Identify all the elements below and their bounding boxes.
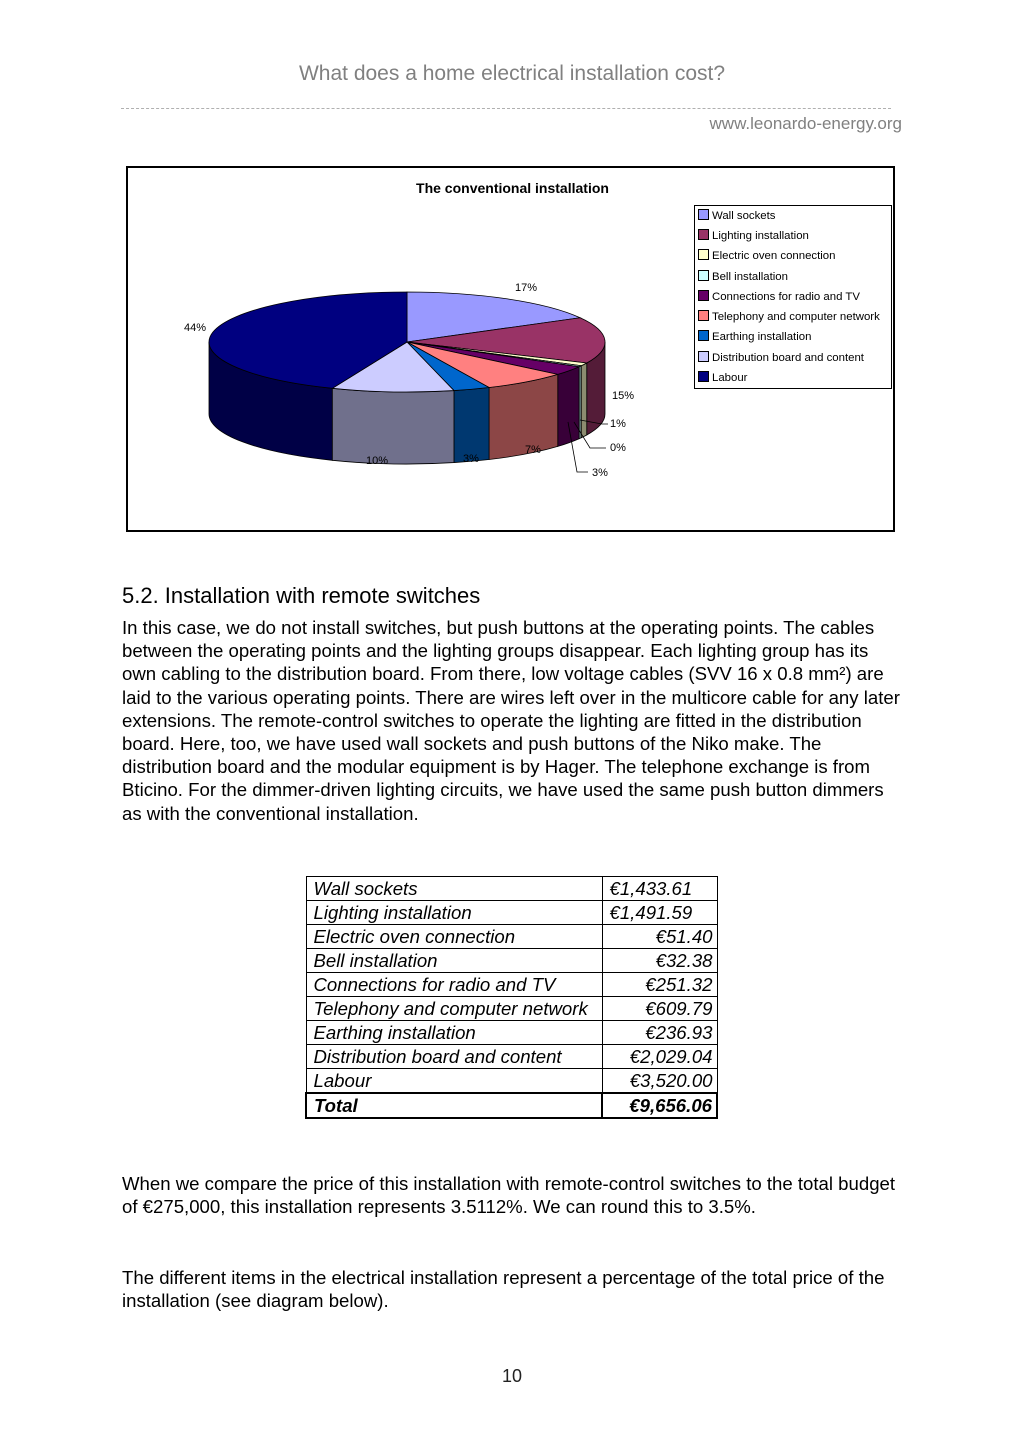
table-cell-amount: €2,029.04	[602, 1045, 717, 1069]
legend-item	[698, 207, 776, 225]
table-total-row	[306, 1093, 717, 1118]
table-cell-amount: €609.79	[602, 997, 717, 1021]
table-row	[306, 973, 717, 997]
legend-label: Telephony and computer network	[712, 311, 880, 323]
legend-item	[698, 268, 788, 286]
legend-item	[698, 288, 860, 306]
legend-label: Electric oven connection	[712, 250, 836, 262]
table-cell-amount: €1,491.59	[602, 901, 717, 925]
legend-item	[698, 227, 809, 245]
pie-data-label: 10%	[365, 455, 389, 467]
pie-slice-side	[454, 388, 489, 463]
legend-swatch	[698, 330, 709, 341]
chart-title: The conventional installation	[416, 180, 609, 196]
legend-label: Lighting installation	[712, 230, 809, 242]
section-heading: 5.2. Installation with remote switches	[122, 583, 481, 608]
table-cell-amount: €236.93	[602, 1021, 717, 1045]
legend-swatch	[698, 371, 709, 382]
legend-label: Bell installation	[712, 271, 788, 283]
table-cell-item: Lighting installation	[306, 901, 602, 925]
table-row	[306, 1069, 717, 1094]
pie-data-label: 3%	[463, 453, 479, 465]
table-cell-item: Wall sockets	[306, 877, 602, 901]
legend-label: Connections for radio and TV	[712, 291, 860, 303]
legend-swatch	[698, 209, 709, 220]
pie-slice-side	[581, 363, 587, 438]
table-cell-item: Distribution board and content	[306, 1045, 602, 1069]
table-row	[306, 949, 717, 973]
pie-data-label: 3%	[592, 467, 608, 479]
chart-legend	[694, 205, 892, 389]
document-header-title: What does a home electrical installation cost?	[298, 62, 726, 85]
legend-label: Wall sockets	[712, 210, 776, 222]
pie-data-label: 15%	[611, 390, 635, 402]
body-paragraph: The different items in the electrical installation represent a percentage of the total price of the installation (see diagram below).	[122, 1267, 885, 1312]
table-cell-amount: €51.40	[602, 925, 717, 949]
legend-swatch	[698, 351, 709, 362]
legend-label: Labour	[712, 372, 748, 384]
cost-table	[305, 876, 718, 1119]
legend-item	[698, 369, 747, 387]
legend-swatch	[698, 249, 709, 260]
legend-item	[698, 308, 880, 326]
page-number: 10	[501, 1366, 523, 1386]
table-cell-item: Telephony and computer network	[306, 997, 602, 1021]
legend-label: Distribution board and content	[712, 352, 864, 364]
legend-swatch	[698, 290, 709, 301]
pie-data-label: 17%	[514, 282, 538, 294]
table-cell-amount: €3,520.00	[602, 1069, 717, 1094]
table-row	[306, 901, 717, 925]
legend-label: Earthing installation	[712, 331, 812, 343]
pie-data-label: 44%	[183, 322, 207, 334]
legend-swatch	[698, 229, 709, 240]
table-row	[306, 1045, 717, 1069]
table-row	[306, 925, 717, 949]
legend-item	[698, 247, 835, 265]
pie-slice-side	[332, 388, 454, 464]
header-divider	[121, 108, 891, 109]
table-cell-amount: €251.32	[602, 973, 717, 997]
body-paragraph: In this case, we do not install switches, but push buttons at the operating points. The cables between the operating points and the lighting groups disappear. Each lighting group has its own cabling to the distribution board. From there, low voltage cables (SVV 16 x 0.8 mm²) are laid to the various operating points. There are wires left over in the multicore cable for any later extensions. The remote-control switches to operate the lighting are fitted in the distribution board. Here, too, we have used wall sockets and push buttons of the Niko make. The distribution board and the modular equipment is by Hager. The telephone exchange is from Bticino. For the dimmer-driven lighting circuits, we have used the same push button dimmers as with the conventional installation.	[122, 617, 900, 824]
legend-swatch	[698, 310, 709, 321]
table-cell-item: Bell installation	[306, 949, 602, 973]
legend-item	[698, 328, 811, 346]
table-cell-item: Earthing installation	[306, 1021, 602, 1045]
pie-slice-side	[489, 374, 558, 459]
pie-data-label: 1%	[610, 418, 626, 430]
table-cell-amount: €1,433.61	[602, 877, 717, 901]
table-row	[306, 1021, 717, 1045]
table-cell-amount: €32.38	[602, 949, 717, 973]
pie-data-label: 0%	[610, 442, 626, 454]
table-row	[306, 877, 717, 901]
table-cell-item: Connections for radio and TV	[306, 973, 602, 997]
legend-item	[698, 349, 864, 367]
table-total-amount: €9,656.06	[602, 1093, 717, 1118]
table-cell-item: Labour	[306, 1069, 602, 1094]
table-total-label: Total	[306, 1093, 602, 1118]
table-cell-item: Electric oven connection	[306, 925, 602, 949]
table-row	[306, 997, 717, 1021]
pie-slice-side	[558, 367, 579, 447]
body-paragraph: When we compare the price of this installation with remote-control switches to the total budget of €275,000, this installation represents 3.5112%. We can round this to 3.5%.	[122, 1173, 896, 1218]
legend-swatch	[698, 270, 709, 281]
pie-data-label: 7%	[525, 444, 541, 456]
pie-chart	[126, 166, 895, 532]
header-website: www.leonardo-energy.org	[709, 114, 902, 133]
